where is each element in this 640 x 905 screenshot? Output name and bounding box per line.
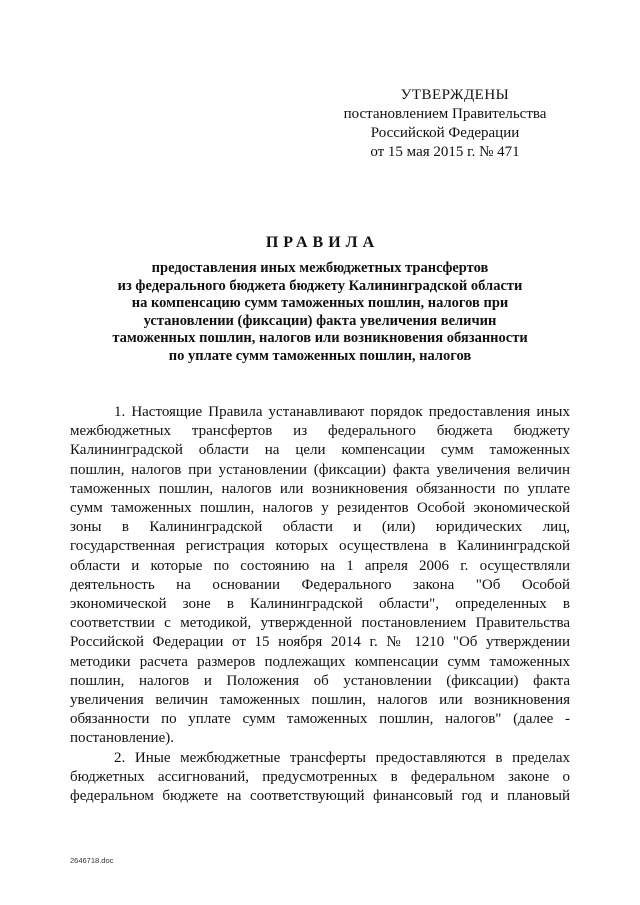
approval-line-1: постановлением Правительства (343, 106, 547, 122)
subtitle-line: предоставления иных межбюджетных трансфертов (151, 260, 489, 276)
subtitle-line: на компенсацию сумм таможенных пошлин, налогов при (131, 295, 509, 312)
paragraph-line: Калининградской области на цели компенсации сумм таможенных (70, 442, 570, 459)
paragraph-2 (70, 749, 570, 807)
approval-line-3: от 15 мая 2015 г. № 471 (370, 144, 520, 160)
paragraph-line: зоны в Калининградской области и (или) юридических лиц, (70, 519, 570, 536)
paragraph-line: бюджетных ассигнований, предусмотренных в федеральном законе о (70, 768, 570, 785)
paragraph-line: методики расчета размеров подлежащих компенсации сумм таможенных (70, 653, 570, 670)
paragraph-line: государственная регистрация которых осуществлена в Калининградской (70, 538, 570, 555)
paragraph-1 (70, 403, 570, 749)
approval-stamp (330, 86, 560, 162)
subtitle-line: по уплате сумм таможенных пошлин, налогов (168, 347, 472, 364)
paragraph-line: пошлин, налогов при установлении (фиксации) факта увеличения величин (70, 461, 570, 478)
paragraph-line: постановление). (70, 730, 174, 747)
paragraph-line: таможенных пошлин, налогов или возникновения обязанности по уплате (70, 480, 570, 497)
paragraph-line: федеральном бюджете на соответствующий финансовый год и плановый (70, 788, 570, 805)
subtitle-line: из федерального бюджета бюджету Калининградской области (117, 277, 523, 294)
paragraph-line: соответствии с методикой, утвержденной постановлением Правительства (70, 615, 570, 632)
file-code: 2646718.doc (70, 856, 114, 865)
paragraph-line: 1. Настоящие Правила устанавливают порядок предоставления иных (114, 404, 570, 420)
subtitle-line: таможенных пошлин, налогов или возникновения обязанности (112, 330, 528, 347)
paragraph-line: деятельность на основании Федерального закона "Об Особой (70, 576, 570, 593)
paragraph-line: увеличения величин таможенных пошлин, налогов или возникновения (70, 692, 570, 709)
paragraph-line: сумм таможенных пошлин, налогов у резидентов Особой экономической (70, 500, 570, 517)
paragraph-line: межбюджетных трансфертов из федерального бюджета бюджету (70, 423, 570, 440)
paragraph-line: Российской Федерации от 15 ноября 2014 г. № 1210 "Об утверждении (70, 634, 570, 651)
paragraph-line: области и которые по состоянию на 1 апреля 2006 г. осуществляли (70, 557, 570, 574)
approval-line-2: Российской Федерации (370, 125, 520, 141)
paragraph-line: экономической зоне в Калининградской области", определенных в (70, 596, 570, 613)
document-heading (60, 232, 580, 366)
document-body (70, 403, 570, 806)
subtitle-line: установлении (фиксации) факта увеличения величин (143, 312, 497, 329)
paragraph-line: пошлин, налогов и Положения об установлении (фиксации) факта (70, 672, 570, 689)
paragraph-line: обязанности по уплате сумм таможенных пошлин, налогов" (далее - (70, 711, 570, 728)
approval-title: УТВЕРЖДЕНЫ (400, 87, 510, 103)
document-title: ПРАВИЛА (265, 234, 380, 251)
paragraph-line: 2. Иные межбюджетные трансферты предоставляются в пределах (114, 749, 570, 766)
